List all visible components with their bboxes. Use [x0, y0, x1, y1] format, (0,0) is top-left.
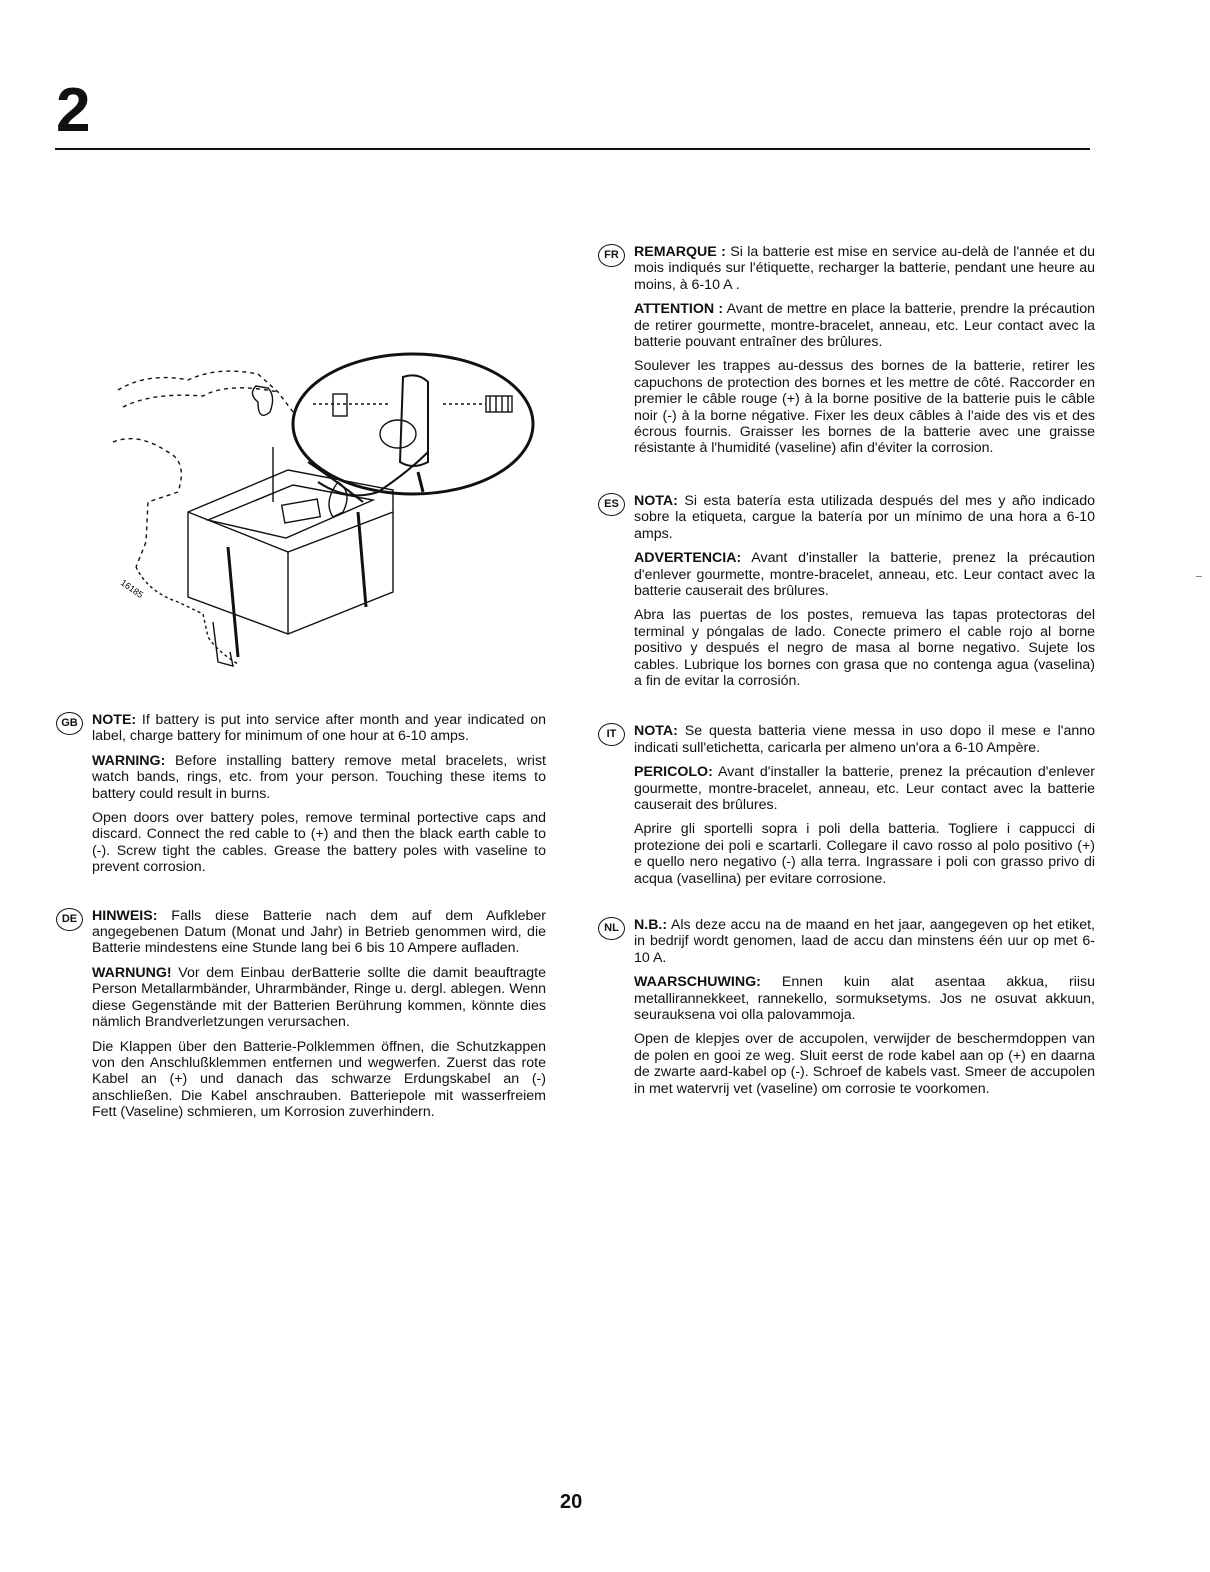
fr-note — [634, 244, 1095, 293]
nl-instructions: Open de klepjes over de accupolen, verwijder de beschermdoppen van de polen en gooi ze weg. Sluit eerst de rode kabel aan op (+) en daarna de zwarte aard-kabel op (-). Schroef de kabels vast. Smeer de accupolen in met watervrij vet (vaseline) om corrosie te voorkomen. — [634, 1031, 1095, 1097]
figure-label: 16185 — [118, 577, 146, 600]
nl-warning-text: Ennen kuin alat asentaa akkua, riisu metallirannekkeet, rannekello, sormuksetyms. Jos ne osuvat akkuun, seurauksena voi olla palovammoja. — [634, 974, 1095, 1024]
it-warning-text: Avant d'installer la batterie, prenez la précaution d'enlever gourmette, montre-bracelet, anneau, etc. Leur contact avec la batterie causerait des brûlures. — [634, 764, 1095, 813]
it-instructions: Aprire gli sportelli sopra i poli della batteria. Togliere i cappucci di protezione dei poli e scartarli. Collegare il cavo rosso al polo positivo (+) e quello nero negativo (-) alla terra. Ingrassare i poli con grasso privo di acqua (vasellina) per evitare corrosione. — [634, 821, 1095, 887]
section-it — [598, 723, 1095, 887]
gb-note-text: If battery is put into service after month and year indicated on label, charge battery for minimum of one hour at 6-10 amps. — [92, 712, 546, 745]
nl-warning-label: WAARSCHUWING: — [634, 974, 761, 991]
badge-nl: NL — [598, 917, 625, 940]
es-warning-text: Avant d'installer la batterie, prenez la précaution d'enlever gourmette, montre-bracelet, anneau, etc. Leur contact avec la batterie causerait des brûlures. — [634, 550, 1095, 599]
nl-warning — [634, 974, 1095, 1023]
fr-note-label: REMARQUE : — [634, 244, 726, 260]
it-note — [634, 723, 1095, 756]
chapter-number: 2 — [56, 76, 91, 145]
es-note-label: NOTA: — [634, 492, 678, 509]
es-warning-label: ADVERTENCIA: — [634, 550, 742, 567]
battery-connection-diagram-icon — [108, 352, 548, 674]
section-fr — [598, 244, 1095, 457]
fr-warning-label: ATTENTION : — [634, 301, 724, 318]
left-column — [56, 712, 546, 1129]
it-note-label: NOTA: — [634, 723, 678, 740]
es-instructions: Abra las puertas de los postes, remueva las tapas protectoras del terminal y póngalas de lado. Conecte primero el cable rojo al borne positivo y después el negro de masa al borne negativo. Sujete los cables. Lubrique los bornes con grasa que no contenga agua (vaselina) a fin de evitar la corrosión. — [634, 607, 1095, 689]
nl-note-text: Als deze accu na de maand en het jaar, aangegeven op het etiket, in bedrijf wordt genomen, laad de accu dan minstens één uur op met 6-10 A. — [634, 917, 1095, 966]
it-warning — [634, 764, 1095, 813]
es-warning — [634, 550, 1095, 599]
gb-warning-text: Before installing battery remove metal bracelets, wrist watch bands, rings, etc. from your person. Touching these items to battery could result in burns. — [92, 752, 546, 802]
badge-es: ES — [598, 493, 625, 516]
gb-note — [92, 712, 546, 745]
de-note-label: HINWEIS: — [92, 907, 158, 924]
nl-note-label: N.B.: — [634, 917, 668, 933]
gb-instructions: Open doors over battery poles, remove terminal portective caps and discard. Connect the red cable to (+) and then the black earth cable to (-). Screw tight the cables. Grease the battery poles with vaseline to prevent corrosion. — [92, 810, 546, 876]
header-rule — [55, 148, 1090, 150]
badge-gb: GB — [56, 712, 83, 735]
de-note — [92, 908, 546, 957]
section-de — [56, 908, 546, 1121]
badge-it: IT — [598, 723, 625, 746]
page-number: 20 — [560, 1491, 583, 1513]
section-es — [598, 493, 1095, 689]
de-instructions: Die Klappen über den Batterie-Polklemmen öffnen, die Schutzkappen von den Anschlußklemmen entfernen und wegwerfen. Zuerst das rote Kabel an (+) und danach das schwarze Erdungskabel an (-) anschließen. Die Kabel anschrauben. Batteriepole mit wasserfreiem Fett (Vaseline) schmieren, um Korrosion zuverhindern. — [92, 1038, 546, 1121]
badge-de: DE — [56, 908, 83, 931]
de-warning — [92, 965, 546, 1031]
fr-warning — [634, 301, 1095, 350]
de-warning-label: WARNUNG! — [92, 964, 172, 981]
right-column — [598, 244, 1095, 1105]
it-note-text: Se questa batteria viene messa in uso dopo il mese e l'anno indicati sull'etichetta, caricarla per almeno un'ora a 6-10 Ampère. — [634, 723, 1095, 756]
section-nl — [598, 917, 1095, 1097]
nl-note — [634, 917, 1095, 966]
fr-warning-text: Avant de mettre en place la batterie, prendre la précaution de retirer gourmette, montre-bracelet, anneau, etc. Leur contact avec la batterie pouvant entraîner des brûlures. — [634, 301, 1095, 351]
de-note-text: Falls diese Batterie nach dem auf dem Aufkleber angegebenen Datum (Monat und Jahr) in Betrieb genommen wird, die Batterie mindestens eine Stunde lang bei 6 bis 10 Ampere aufladen. — [92, 907, 546, 957]
de-warning-text: Vor dem Einbau derBatterie sollte die damit beauftragte Person Metallarmbänder, Uhrarmbänder, Ringe u. dergl. ablegen. Wenn diese Gegenstände mit der Batterien Berührung kommen, könnte dies nämlich Brandverletzungen verursachen. — [92, 964, 547, 1031]
it-warning-label: PERICOLO: — [634, 764, 713, 781]
scan-mark — [1196, 576, 1202, 577]
gb-warning-label: WARNING: — [92, 752, 166, 769]
section-gb — [56, 712, 546, 876]
es-note-text: Si esta batería esta utilizada después del mes y año indicado sobre la etiqueta, cargue la batería por un mínimo de una hora a 6-10 amps. — [634, 492, 1095, 542]
badge-fr: FR — [598, 244, 625, 267]
fr-note-text: Si la batterie est mise en service au-delà de l'année et du mois indiqués sur l'étiquette, recharger la batterie, pendant une heure au moins, à 6-10 A . — [634, 244, 1095, 293]
gb-warning — [92, 753, 546, 802]
es-note — [634, 493, 1095, 542]
fr-instructions: Soulever les trappes au-dessus des bornes de la batterie, retirer les capuchons de protection des bornes et les mettre de côté. Raccorder en premier le câble rouge (+) à la borne positive de la batterie puis le câble noir (-) à la borne négative. Fixer les deux câbles à l'aide des vis et des écrous fournis. Graisser les bornes de la batterie avec une graisse résistante à l'humidité (vaseline) afin d'éviter la corrosion. — [634, 358, 1095, 457]
gb-note-label: NOTE: — [92, 712, 137, 728]
